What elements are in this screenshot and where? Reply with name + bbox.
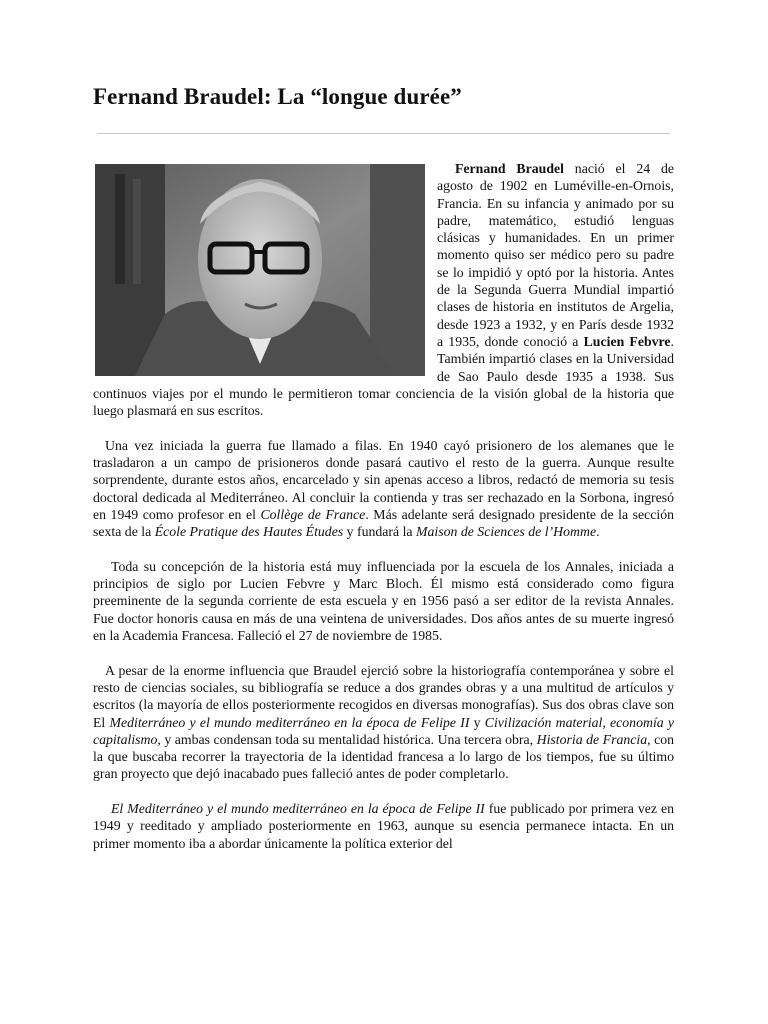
title-divider: [97, 133, 670, 134]
ecole-pratique: École Pratique des Hautes Études: [154, 524, 344, 540]
paragraph-4: [93, 662, 674, 783]
article-body: [93, 160, 674, 852]
paragraph-2-text-b: . Más adelante será designado presidente de la sección sexta de la: [93, 506, 674, 540]
work-mediterraneo: Mediterráneo y el mundo mediterráneo en la época de Felipe II: [109, 714, 470, 730]
paragraph-4-text-b: y: [469, 714, 485, 730]
paragraph-4-text-d: , con la que buscaba recorrer la trayectoria de la identidad francesa a lo largo de los tiempos, fue su último gran proyecto que dejó inacabado pues falleció antes de poder completarlo.: [93, 731, 674, 782]
paragraph-2: [93, 437, 674, 541]
portrait-photo: [95, 164, 425, 376]
paragraph-3: [93, 558, 674, 644]
work-civilizacion: Civilización material, economía y capitalismo: [93, 714, 674, 747]
portrait-image: [95, 164, 425, 376]
paragraph-1-text-b: . También impartió clases en la Universidad de Sao Paulo desde 1935 a 1938. Sus continuos viajes por el mundo le permitieron tomar conciencia de la visión global de la historia que luego plasmará en sus escritos.: [93, 333, 674, 419]
paragraph-2-text-c: y fundará la: [343, 524, 416, 540]
name-lucien-febvre: Lucien Febvre: [583, 333, 671, 349]
paragraph-2-text-a: Una vez iniciada la guerra fue llamado a filas. En 1940 cayó prisionero de los alemanes que le trasladaron a un campo de prisioneros donde pasará cautivo el resto de la guerra. Aunque resulte sorprendente, durante estos años, encarcelado y sin apenas acceso a libros, redactó de memoria su tesis doctoral dedicada al Mediterráneo. Al concluir la contienda y tras ser rechazado en la Sorbona, ingresó en 1949 como profesor en el: [93, 437, 674, 522]
document-title: Fernand Braudel: La “longue durée”: [93, 84, 462, 109]
work-mediterraneo-title: El Mediterráneo y el mundo mediterráneo en la época de Felipe II: [111, 800, 485, 816]
college-de-france: Collège de France: [260, 506, 366, 522]
work-historia-francia: Historia de Francia: [536, 731, 648, 747]
paragraph-5-text-a: fue publicado por primera vez en 1949 y reeditado y ampliado posteriormente en 1963, aunque su esencia permanece intacta. En un primer momento iba a abordar únicamente la política exterior del: [93, 800, 674, 851]
paragraph-4-text-a: A pesar de la enorme influencia que Braudel ejerció sobre la historiografía contemporánea y sobre el resto de ciencias sociales, su bibliografía se reduce a dos grandes obras y a una multitud de artículos y escritos (la mayoría de ellos posteriormente recogidos en diversas monografías). Sus dos obras clave son El: [93, 662, 674, 730]
paragraph-3-text: Toda su concepción de la historia está muy influenciada por la escuela de los Annales, iniciada a principios de siglo por Lucien Febvre y Marc Bloch. Él mismo está considerado como figura preeminente de la segunda corriente de esta escuela y en 1956 pasó a ser editor de la revista Annales. Fue doctor honoris causa en más de una veintena de universidades. Dos años antes de su muerte ingresó en la Academia Francesa. Falleció el 27 de noviembre de 1985.: [93, 558, 674, 644]
maison-sciences: Maison de Sciences de l’Homme: [416, 524, 597, 540]
paragraph-2-text-d: .: [596, 524, 600, 540]
paragraph-4-text-c: , y ambas condensan toda su mentalidad histórica. Una tercera obra,: [157, 731, 537, 747]
paragraph-5: [93, 800, 674, 852]
paragraph-1-text-a: nació el 24 de agosto de 1902 en Luméville-en-Ornois, Francia. En su infancia y animado por su padre, matemático, estudió lenguas clásicas y humanidades. En un primer momento quiso ser médico pero su padre se lo impidió y optó por la historia. Antes de la Segunda Guerra Mundial impartió clases de historia en institutos de Argelia, desde 1923 a 1932, y en París desde 1932 a 1935, donde conoció a: [437, 161, 674, 349]
name-fernand-braudel: Fernand Braudel: [455, 161, 564, 176]
